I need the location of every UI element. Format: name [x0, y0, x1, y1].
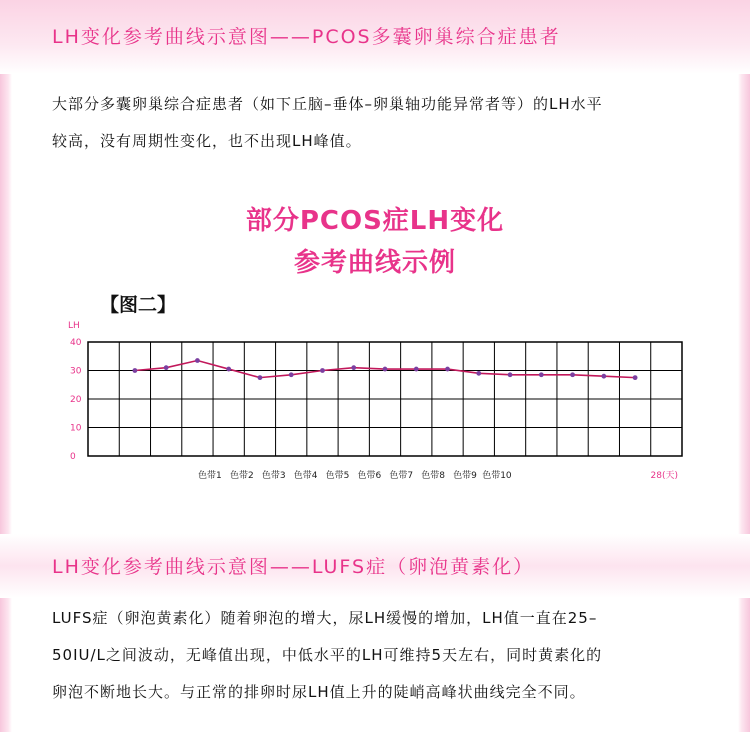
right-border	[738, 0, 750, 732]
x-tick-label: 色带1	[198, 471, 222, 481]
lh-point	[383, 367, 388, 372]
lh-point	[132, 368, 137, 373]
section1-line1: 大部分多囊卵巢综合症患者（如下丘脑–垂体–卵巢轴功能异常者等）的LH水平	[52, 95, 603, 113]
x-tick-label: 色带7	[389, 471, 414, 481]
section2-line3: 卵泡不断地长大。与正常的排卵时尿LH值上升的陡峭高峰状曲线完全不同。	[52, 683, 586, 701]
lh-point	[164, 365, 169, 370]
x-axis-ticks	[198, 469, 678, 481]
lh-point	[445, 367, 450, 372]
section1-paragraph	[52, 86, 712, 160]
x-tick-label: 色带5	[325, 471, 350, 481]
chart-heading-line1: 部分PCOS症LH变化	[245, 206, 505, 236]
section1-title: LH变化参考曲线示意图——PCOS多囊卵巢综合症患者	[52, 26, 561, 48]
x-tick-label: 色带9	[453, 471, 477, 481]
lh-point	[570, 372, 575, 377]
left-border	[0, 0, 12, 732]
lh-point	[258, 375, 263, 380]
y-tick-label: 10	[70, 423, 82, 434]
y-tick-label: 20	[70, 395, 82, 405]
x-tick-label: 色带3	[261, 471, 286, 481]
lh-point	[601, 374, 606, 379]
x-tick-label: 色带6	[357, 471, 382, 481]
x-end-label: 28(天)	[650, 471, 678, 481]
section1-line2: 较高，没有周期性变化，也不出现LH峰值。	[52, 132, 362, 150]
x-tick-label: 色带4	[293, 471, 318, 481]
lh-point	[226, 367, 231, 372]
chart-heading-line2: 参考曲线示例	[293, 248, 456, 278]
x-tick-label: 色带2	[229, 471, 254, 481]
lh-point	[539, 372, 544, 377]
x-tick-label: 色带10	[482, 471, 512, 481]
lh-point	[351, 365, 356, 370]
y-tick-label: 0	[70, 452, 76, 462]
lh-point	[508, 372, 513, 377]
lh-point	[195, 358, 200, 363]
lh-point	[476, 371, 481, 376]
section2-paragraph	[52, 600, 712, 711]
chart-grid	[88, 342, 682, 456]
x-tick-label: 色带8	[421, 471, 446, 481]
section2-line2: 50IU/L之间波动，无峰值出现，中低水平的LH可维持5天左右，同时黄素化的	[52, 646, 603, 664]
section2-title: LH变化参考曲线示意图——LUFS症（卵泡黄素化）	[52, 556, 535, 578]
lh-point	[320, 368, 325, 373]
y-tick-label: 30	[70, 366, 82, 377]
lh-point	[633, 375, 638, 380]
y-axis-label: LH	[68, 321, 80, 331]
lh-line-chart	[60, 316, 700, 488]
lh-point	[289, 372, 294, 377]
figure-label: 【图二】	[100, 294, 177, 316]
lh-point	[414, 367, 419, 372]
section2-line1: LUFS症（卵泡黄素化）随着卵泡的增大，尿LH缓慢的增加，LH值一直在25–	[52, 609, 598, 627]
y-tick-label: 40	[70, 338, 82, 348]
y-axis-ticks	[68, 321, 82, 462]
